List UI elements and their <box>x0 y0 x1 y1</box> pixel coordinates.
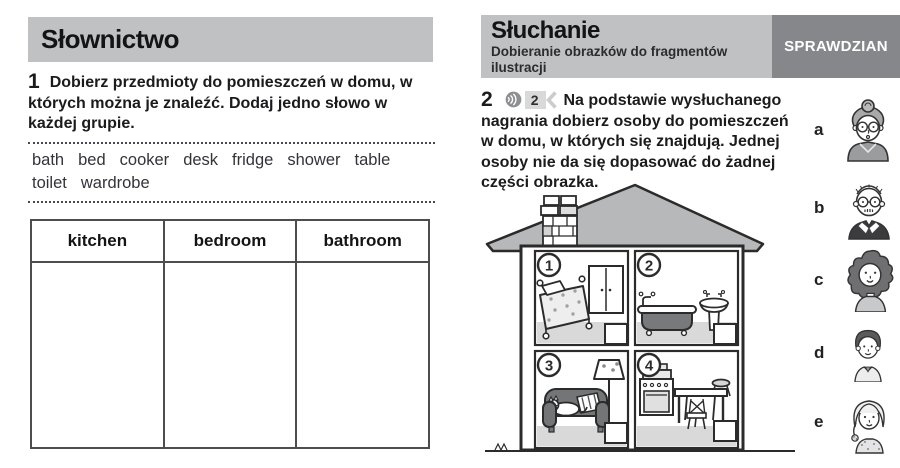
exercise-1-instruction <box>28 72 438 135</box>
answer-cell-kitchen[interactable] <box>31 262 164 448</box>
sprawdzian-badge: SPRAWDZIAN <box>772 15 900 78</box>
column-header-bathroom: bathroom <box>296 220 429 262</box>
rooms-table-header-row <box>31 220 429 262</box>
person-option-b <box>814 176 896 240</box>
listening-subtitle: Dobieranie obrazków do fragmentów ilustracji <box>491 44 728 75</box>
word-bank-word: shower <box>287 151 341 169</box>
word-bank-word: desk <box>183 151 219 169</box>
room-1-number: 1 <box>544 257 554 275</box>
answer-cell-bathroom[interactable] <box>296 262 429 448</box>
column-header-kitchen: kitchen <box>31 220 164 262</box>
vocabulary-section-header <box>28 17 433 62</box>
room-2-number: 2 <box>644 257 654 275</box>
curly-haired-girl-face-illustration <box>842 248 900 312</box>
room-1-answer-box[interactable] <box>605 324 627 344</box>
audio-track-number: 2 <box>525 91 547 109</box>
word-bank-word: wardrobe <box>80 174 150 192</box>
grandmother-face-illustration <box>842 98 896 162</box>
listening-section-header <box>481 15 900 78</box>
chevron-left-icon <box>546 91 557 109</box>
exercise-1-number: 1 <box>28 70 40 93</box>
word-bank <box>28 142 435 203</box>
room-3-living-room <box>535 351 628 448</box>
boy-face-illustration <box>842 324 894 382</box>
house-cutaway-illustration <box>485 183 800 468</box>
word-bank-word: cooker <box>119 151 170 169</box>
word-bank-word: bed <box>78 151 106 169</box>
audio-track-marker <box>505 91 558 109</box>
rooms-table-answer-row <box>31 262 429 448</box>
column-header-bedroom: bedroom <box>164 220 297 262</box>
answer-cell-bedroom[interactable] <box>164 262 297 448</box>
speaker-waves-icon <box>505 91 522 108</box>
room-3-number: 3 <box>544 357 554 375</box>
word-bank-word: toilet <box>32 174 67 192</box>
grandfather-face-illustration <box>842 176 896 240</box>
person-d-label: d <box>814 343 825 362</box>
room-4-number: 4 <box>644 357 654 375</box>
word-bank-word: table <box>354 151 391 169</box>
person-b-label: b <box>814 198 825 217</box>
word-bank-word: fridge <box>232 151 274 169</box>
person-option-c <box>814 248 900 312</box>
person-e-label: e <box>814 412 824 431</box>
exercise-2-number: 2 <box>481 88 493 111</box>
rooms-table <box>30 219 430 449</box>
exercise-2-instruction <box>481 90 803 194</box>
person-option-e <box>814 390 896 454</box>
room-3-answer-box[interactable] <box>605 423 627 443</box>
room-1-bedroom <box>535 251 628 345</box>
room-2-bathroom <box>635 251 738 345</box>
listening-title: Słuchanie <box>491 17 600 44</box>
roof <box>487 185 763 251</box>
person-option-d <box>814 324 894 382</box>
exercise-1-text: Dobierz przedmioty do pomieszczeń w domu, w których można je znaleźć. Dodaj jedno słowo w każdej grupie. <box>28 74 413 132</box>
room-2-answer-box[interactable] <box>714 324 736 344</box>
wardrobe <box>589 266 623 313</box>
chimney <box>541 196 577 246</box>
exercise-2-text: Na podstawie wysłuchanego nagrania dobierz osoby do pomieszczeń w domu, w których się znajdują. Jednej osoby nie da się dopasować do żadnej części obrazka. <box>481 92 789 191</box>
vocabulary-title: Słownictwo <box>41 24 179 54</box>
person-a-label: a <box>814 120 824 139</box>
person-option-a <box>814 98 896 162</box>
person-c-label: c <box>814 270 824 289</box>
light-haired-girl-face-illustration <box>842 390 896 454</box>
room-4-kitchen <box>635 351 738 448</box>
room-4-answer-box[interactable] <box>714 421 736 441</box>
word-bank-word: bath <box>32 151 65 169</box>
